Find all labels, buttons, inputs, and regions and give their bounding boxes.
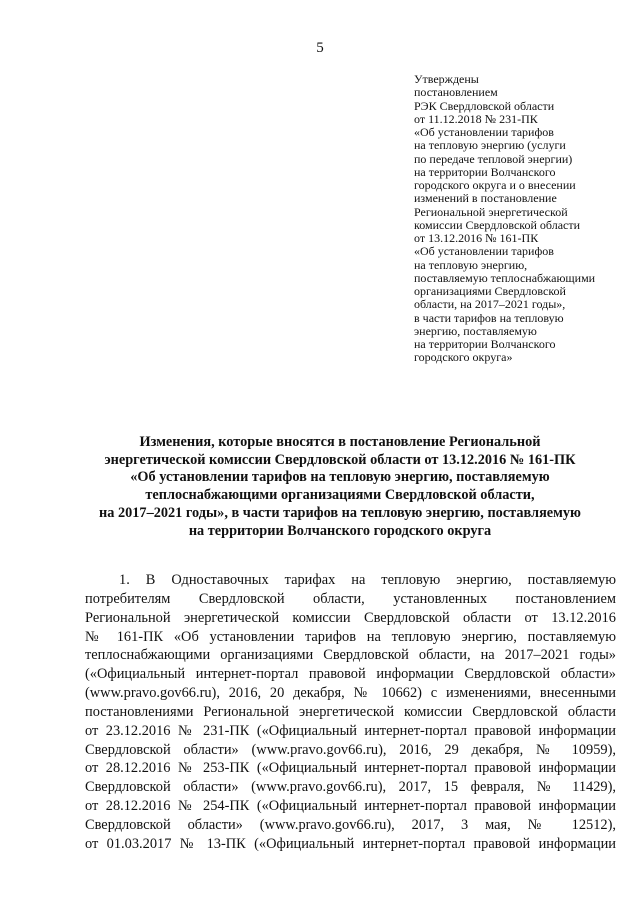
heading-line: теплоснабжающими организациями Свердловской области,	[145, 487, 535, 504]
approval-block: Утверждены постановлением РЭК Свердловской области от 11.12.2018 № 231-ПК «Об установлении тарифов на тепловую энергию (услуги по передаче тепловой энергии) на территории Волчанского городского округа и о внесении изменений в постановление Региональной энергетической комиссии Свердловской области от 13.12.2016 № 161-ПК «Об установлении тарифов на тепловую энергию, поставляемую теплоснабжающими организациями Свердловской области, на 2017–2021 годы», в части тарифов на тепловую энергию, поставляемую на территории Волчанского городского округа»	[414, 72, 596, 365]
body-paragraph	[85, 571, 616, 854]
heading-line: Изменения, которые вносятся в постановление Региональной	[139, 434, 541, 450]
heading-line: энергетической комиссии Свердловской области от 13.12.2016 № 161-ПК	[104, 451, 576, 468]
paragraph-line: теплоснабжающими организациями Свердловской области, на 2017–2021 годы»	[85, 647, 616, 664]
paragraph-line: № 161-ПК «Об установлении тарифов на тепловую энергию, поставляемую	[85, 628, 616, 645]
paragraph-line: постановлениями Региональной энергетической комиссии Свердловской области	[85, 703, 616, 720]
paragraph-line: Свердловской области» (www.pravo.gov66.ru), 2016, 29 декабря, № 10959),	[85, 741, 616, 758]
paragraph-line: («Официальный интернет-портал правовой информации Свердловской области»	[85, 666, 616, 683]
heading-line: на территории Волчанского городского округа	[188, 522, 492, 539]
heading-line: «Об установлении тарифов на тепловую энергию, поставляемую	[130, 469, 550, 486]
paragraph-line: (www.pravo.gov66.ru), 2016, 20 декабря, № 10662) с изменениями, внесенными	[85, 685, 616, 702]
paragraph-line: от 23.12.2016 № 231-ПК («Официальный интернет-портал правовой информации	[85, 722, 616, 739]
heading-line: на 2017–2021 годы», в части тарифов на тепловую энергию, поставляемую	[99, 504, 581, 521]
paragraph-line: от 28.12.2016 № 253-ПК («Официальный интернет-портал правовой информации	[85, 760, 616, 777]
paragraph-line: Свердловской области» (www.pravo.gov66.ru), 2017, 3 мая, № 12512),	[85, 816, 616, 833]
document-heading	[60, 434, 620, 540]
paragraph-line: 1. В Одноставочных тарифах на тепловую энергию, поставляемую	[119, 572, 616, 588]
paragraph-line: Региональной энергетической комиссии Свердловской области от 13.12.2016	[85, 609, 616, 626]
paragraph-line: от 28.12.2016 № 254-ПК («Официальный интернет-портал правовой информации	[85, 798, 616, 815]
paragraph-line: Свердловской области» (www.pravo.gov66.ru), 2017, 15 февраля, № 11429),	[85, 779, 616, 796]
paragraph-line: потребителям Свердловской области, установленных постановлением	[85, 590, 616, 607]
page-number: 5	[316, 40, 324, 56]
paragraph-line: от 01.03.2017 № 13-ПК («Официальный интернет-портал правовой информации	[85, 835, 616, 852]
